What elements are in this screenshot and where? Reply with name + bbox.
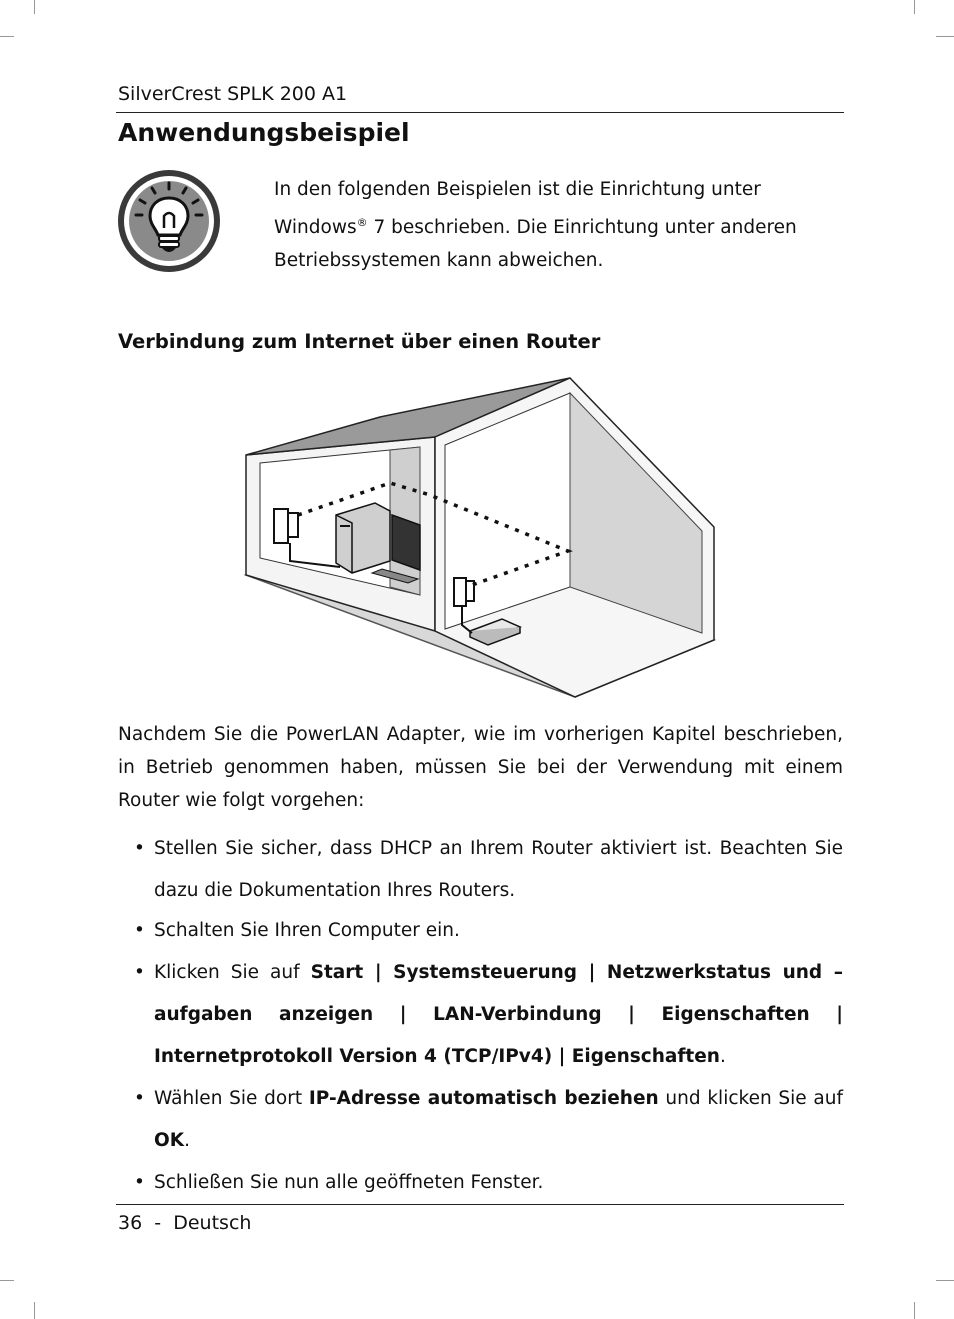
house-network-illustration [240,375,720,700]
tip-line: In den folgenden Beispielen ist die Einrichtung unter [274,179,761,200]
crop-mark [914,1302,915,1319]
crop-mark [0,1280,14,1281]
tip-line: Windows® 7 beschrieben. Die Einrichtung unter anderen [274,216,797,239]
intro-paragraph: Nachdem Sie die PowerLAN Adapter, wie im vorherigen Kapitel beschrieben, in Betrieb genommen haben, müssen Sie bei der Verwendung mit einem Router wie folgt vorgehen: [118,724,843,811]
list-item: • Schließen Sie nun alle geöffneten Fenster. [134,1162,843,1204]
crop-mark [0,36,14,37]
page-footer: 36 - Deutsch [118,1212,252,1234]
page-title: Anwendungsbeispiel [118,118,410,147]
list-item: • Klicken Sie auf Start | Systemsteuerung | Netzwerkstatus und –aufgaben anzeigen | LAN-Verbindung | Eigenschaften | Internetprotokoll Version 4 (TCP/IPv4) | Eigenschaften. [134,952,843,1078]
crop-mark [936,36,954,37]
tip-text [274,173,834,277]
tip-line: Betriebssystemen kann abweichen. [274,250,604,272]
crop-mark [34,1302,35,1319]
list-item: • Wählen Sie dort IP-Adresse automatisch beziehen und klicken Sie auf OK. [134,1078,843,1162]
crop-mark [936,1280,954,1281]
lightbulb-icon [116,168,222,274]
crop-mark [914,0,915,14]
page-header: SilverCrest SPLK 200 A1 [118,83,348,105]
crop-mark [34,0,35,14]
step-list [134,828,843,1204]
footer-rule [116,1204,844,1205]
page-number: 36 [118,1212,143,1234]
list-item: • Stellen Sie sicher, dass DHCP an Ihrem Router aktiviert ist. Beachten Sie dazu die Dokumentation Ihres Routers. [134,828,843,912]
section-title: Verbindung zum Internet über einen Router [118,330,601,353]
list-item: • Schalten Sie Ihren Computer ein. [134,910,843,952]
footer-language: Deutsch [173,1212,252,1234]
header-rule [116,112,844,113]
